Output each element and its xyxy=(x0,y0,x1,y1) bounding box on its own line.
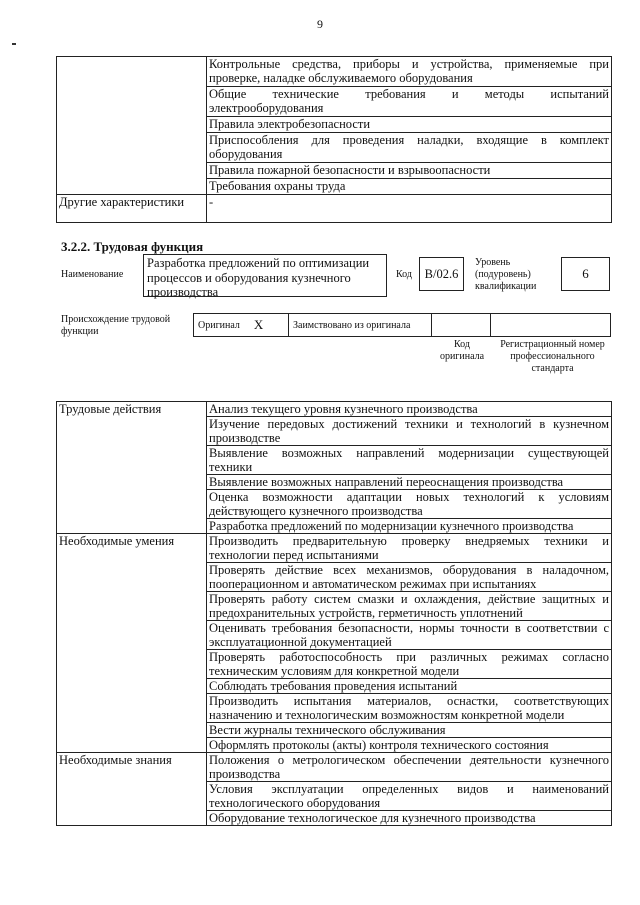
function-details-table xyxy=(56,401,612,826)
labor-action-row: Выявление возможных направлений модернизации существующей техники xyxy=(207,446,612,475)
code-value-box: B/02.6 xyxy=(419,257,464,291)
code-original-cell xyxy=(431,313,491,337)
skill-row: Оформлять протоколы (акты) контроля технического состояния xyxy=(207,738,612,753)
skill-row: Проверять действие всех механизмов, оборудования в наладочном, пооперационном и автоматическом режимах при испытаниях xyxy=(207,563,612,592)
level-value-box: 6 xyxy=(561,257,610,291)
skill-row: Проверять работу систем смазки и охлаждения, действие защитных и предохранительных устройств, герметичность уплотнений xyxy=(207,592,612,621)
labor-action-row: Анализ текущего уровня кузнечного производства xyxy=(207,402,612,417)
labor-actions-label: Трудовые действия xyxy=(57,402,207,534)
knowledge-row: Оборудование технологическое для кузнечного производства xyxy=(207,811,612,826)
labor-action-row: Изучение передовых достижений техники и технологий в кузнечном производстве xyxy=(207,417,612,446)
origin-label: Происхождение трудовой функции xyxy=(61,314,171,337)
scan-mark xyxy=(12,43,16,45)
top-row: Контрольные средства, приборы и устройства, применяемые при проверке, наладке обслуживаемого оборудования xyxy=(207,57,612,87)
knowledge-label: Необходимые знания xyxy=(57,753,207,826)
origin-row xyxy=(193,313,611,337)
skill-row: Производить предварительную проверку внедряемых техники и технологии перед испытаниями xyxy=(207,534,612,563)
name-label: Наименование xyxy=(61,269,124,280)
code-label: Код xyxy=(396,269,412,280)
labor-action-row: Разработка предложений по модернизации кузнечного производства xyxy=(207,519,612,534)
top-row: Требования охраны труда xyxy=(207,179,612,195)
borrowed-cell: Заимствовано из оригинала xyxy=(288,313,432,337)
top-row: Общие технические требования и методы испытаний электрооборудования xyxy=(207,87,612,117)
function-name-box: Разработка предложений по оптимизации процессов и оборудования кузнечного производства xyxy=(143,254,387,297)
other-characteristics-label: Другие характеристики xyxy=(57,195,207,223)
original-cell xyxy=(193,313,289,337)
labor-action-row: Оценка возможности адаптации новых технологий к условиям действующего кузнечного производства xyxy=(207,490,612,519)
section-title: 3.2.2. Трудовая функция xyxy=(61,239,204,254)
top-row: Правила пожарной безопасности и взрывоопасности xyxy=(207,163,612,179)
knowledge-continuation-table xyxy=(56,56,612,223)
skill-row: Оценивать требования безопасности, нормы точности в соответствии с эксплуатационной документацией xyxy=(207,621,612,650)
other-characteristics-value: - xyxy=(207,195,612,223)
skill-row: Вести журналы технического обслуживания xyxy=(207,723,612,738)
skill-row: Проверять работоспособность при различных режимах согласно техническим условиям для конкретной модели xyxy=(207,650,612,679)
knowledge-row: Положения о метрологическом обеспечении деятельности кузнечного производства xyxy=(207,753,612,782)
labor-action-row: Выявление возможных направлений переоснащения производства xyxy=(207,475,612,490)
skill-row: Производить испытания материалов, оснастки, соответствующих назначению и технологическим возможностям конкретной модели xyxy=(207,694,612,723)
reg-number-caption: Регистрационный номер профессионального стандарта xyxy=(500,339,605,374)
original-mark: X xyxy=(253,317,264,332)
level-label: Уровень (подуровень) квалификации xyxy=(475,257,537,292)
reg-number-cell xyxy=(490,313,611,337)
code-original-caption: Код оригинала xyxy=(439,339,485,362)
skills-label: Необходимые умения xyxy=(57,534,207,753)
knowledge-row: Условия эксплуатации определенных видов и наименований технологического оборудования xyxy=(207,782,612,811)
skill-row: Соблюдать требования проведения испытаний xyxy=(207,679,612,694)
top-row: Приспособления для проведения наладки, входящие в комплект оборудования xyxy=(207,133,612,163)
top-row: Правила электробезопасности xyxy=(207,117,612,133)
original-label: Оригинал xyxy=(198,319,240,331)
label-cell-empty xyxy=(57,57,207,195)
page-number: 9 xyxy=(317,17,323,31)
